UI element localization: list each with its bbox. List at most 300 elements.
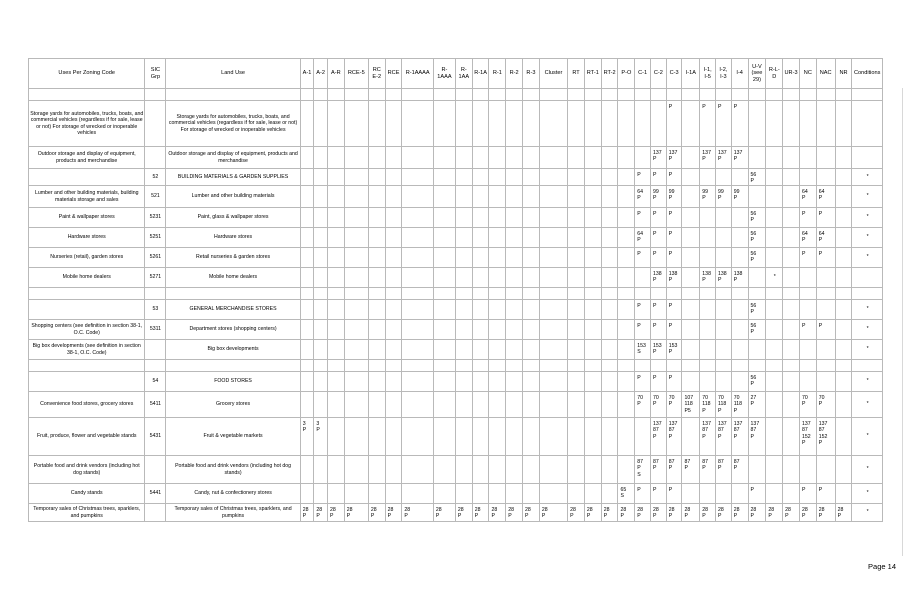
zone-cell-value: 28 bbox=[620, 507, 627, 513]
zone-cell bbox=[300, 248, 314, 268]
zone-cell bbox=[816, 340, 835, 360]
zone-cell bbox=[601, 186, 618, 208]
zone-cell bbox=[368, 169, 385, 186]
zone-cell-value: 56 bbox=[750, 303, 757, 309]
zone-cell bbox=[568, 392, 585, 418]
zone-cell bbox=[748, 169, 766, 186]
zone-cell bbox=[783, 504, 800, 522]
zone-cell-value: P bbox=[750, 513, 755, 520]
zone-cell bbox=[523, 504, 540, 522]
use-cell: Storage yards for automobiles, trucks, boats, and commercial vehicles (regardless if for sale, lease or not) For storage of wrecked or inoperable vehicles bbox=[29, 101, 145, 147]
zone-cell bbox=[327, 360, 344, 372]
use-cell: Paint & wallpaper stores bbox=[29, 208, 145, 228]
zone-cell-value: P bbox=[668, 172, 673, 178]
zone-cell bbox=[766, 248, 783, 268]
zone-cell bbox=[799, 228, 816, 248]
zone-cell-value: P bbox=[668, 465, 673, 472]
zone-cell-value: P bbox=[653, 211, 657, 217]
zone-cell bbox=[472, 418, 489, 456]
zone-cell bbox=[385, 456, 402, 484]
zone-cell bbox=[731, 300, 748, 320]
zone-cell-value: 70 bbox=[668, 395, 675, 401]
zone-cell bbox=[799, 248, 816, 268]
zone-cell bbox=[852, 248, 883, 268]
zone-cell bbox=[835, 340, 852, 360]
use-cell: Temporary sales of Christmas trees, sparklers, and pumpkins bbox=[29, 504, 145, 522]
zone-cell-value: P bbox=[733, 277, 738, 284]
zone-cell bbox=[766, 456, 783, 484]
zone-cell bbox=[682, 372, 700, 392]
zone-cell-value: 137 bbox=[668, 421, 678, 427]
zone-cell-value: * bbox=[866, 401, 869, 408]
use-cell bbox=[29, 288, 145, 300]
zone-cell-value: P bbox=[733, 513, 738, 520]
table-row bbox=[29, 320, 883, 340]
zone-cell bbox=[731, 392, 748, 418]
zone-cell bbox=[852, 208, 883, 228]
zone-cell bbox=[523, 228, 540, 248]
table-row bbox=[29, 288, 883, 300]
zone-cell bbox=[472, 392, 489, 418]
zone-cell bbox=[402, 418, 433, 456]
zone-cell-value: P bbox=[818, 211, 823, 217]
zone-cell-value: P bbox=[668, 231, 673, 237]
zone-cell-value: P bbox=[668, 195, 673, 202]
zone-cell bbox=[314, 392, 328, 418]
zone-cell bbox=[584, 248, 601, 268]
zone-cell bbox=[852, 169, 883, 186]
zone-cell bbox=[489, 418, 506, 456]
zone-cell-value: * bbox=[866, 509, 869, 516]
zone-cell bbox=[748, 360, 766, 372]
zone-cell-value: P bbox=[620, 513, 624, 520]
zone-cell bbox=[402, 89, 433, 101]
zone-cell-value: P bbox=[302, 513, 307, 520]
zone-cell bbox=[618, 89, 635, 101]
page-number: Page 14 bbox=[868, 562, 896, 571]
zone-cell-value: 28 bbox=[785, 507, 791, 513]
zone-cell bbox=[852, 101, 883, 147]
zone-cell bbox=[402, 169, 433, 186]
zone-cell bbox=[635, 418, 651, 456]
zone-cell bbox=[651, 169, 667, 186]
zone-cell bbox=[344, 288, 368, 300]
column-header: RCE bbox=[385, 59, 402, 89]
zone-cell bbox=[402, 268, 433, 288]
zone-cell-value: P bbox=[818, 439, 823, 446]
zone-cell bbox=[601, 340, 618, 360]
column-header: R-1 bbox=[489, 59, 506, 89]
zone-cell-value: P bbox=[603, 513, 608, 520]
zone-cell bbox=[748, 392, 766, 418]
zone-cell bbox=[300, 268, 314, 288]
zone-cell bbox=[635, 320, 651, 340]
zone-cell bbox=[635, 101, 651, 147]
zone-cell-value: P bbox=[653, 303, 657, 309]
zone-cell bbox=[618, 228, 635, 248]
zone-cell bbox=[666, 300, 682, 320]
zone-cell bbox=[455, 248, 472, 268]
zone-cell bbox=[506, 208, 523, 228]
zone-cell bbox=[783, 418, 800, 456]
zone-cell bbox=[314, 320, 328, 340]
zone-cell bbox=[455, 208, 472, 228]
zone-cell bbox=[539, 484, 567, 504]
zone-cell bbox=[385, 147, 402, 169]
zone-cell-value: P bbox=[668, 303, 673, 309]
zone-cell bbox=[455, 228, 472, 248]
zone-cell bbox=[506, 392, 523, 418]
zone-cell bbox=[682, 504, 700, 522]
zone-cell bbox=[506, 101, 523, 147]
column-header: U-V (see 29) bbox=[748, 59, 766, 89]
zone-cell bbox=[816, 456, 835, 484]
zone-cell bbox=[716, 248, 732, 268]
zone-cell bbox=[314, 456, 328, 484]
zone-cell bbox=[766, 360, 783, 372]
scrollbar-track[interactable] bbox=[902, 88, 903, 556]
zone-cell bbox=[682, 101, 700, 147]
zone-cell bbox=[344, 372, 368, 392]
zone-cell bbox=[327, 320, 344, 340]
zone-cell-value: P bbox=[457, 513, 462, 520]
zone-cell bbox=[472, 288, 489, 300]
zone-cell bbox=[489, 484, 506, 504]
zone-cell bbox=[716, 169, 732, 186]
zone-cell bbox=[314, 147, 328, 169]
zone-cell bbox=[327, 186, 344, 208]
zone-cell bbox=[489, 288, 506, 300]
zone-cell bbox=[766, 268, 783, 288]
zone-cell bbox=[433, 248, 455, 268]
zone-cell-value: 28 bbox=[702, 507, 709, 513]
zone-cell bbox=[748, 300, 766, 320]
zone-cell-value: 28 bbox=[404, 507, 411, 513]
zone-cell bbox=[489, 320, 506, 340]
zone-cell bbox=[368, 372, 385, 392]
zone-cell bbox=[635, 484, 651, 504]
zone-cell-value: P bbox=[785, 513, 789, 520]
zone-cell bbox=[314, 101, 328, 147]
zone-cell bbox=[783, 228, 800, 248]
zone-cell bbox=[666, 101, 682, 147]
sic-cell bbox=[145, 147, 166, 169]
zone-cell bbox=[716, 228, 732, 248]
zone-cell bbox=[835, 360, 852, 372]
zone-cell bbox=[716, 208, 732, 228]
use-cell: Big box developments (see definition in section 38-1, O.C. Code) bbox=[29, 340, 145, 360]
zone-cell bbox=[816, 268, 835, 288]
zone-cell bbox=[344, 169, 368, 186]
zone-cell bbox=[472, 89, 489, 101]
zone-cell bbox=[748, 288, 766, 300]
zone-cell bbox=[472, 228, 489, 248]
zone-cell bbox=[731, 288, 748, 300]
zone-cell bbox=[385, 504, 402, 522]
zone-cell bbox=[523, 372, 540, 392]
table-row bbox=[29, 248, 883, 268]
zone-cell bbox=[783, 248, 800, 268]
zone-cell bbox=[489, 392, 506, 418]
zone-cell bbox=[799, 360, 816, 372]
zone-cell bbox=[472, 248, 489, 268]
use-cell: Portable food and drink vendors (including hot dog stands) bbox=[29, 456, 145, 484]
zone-cell bbox=[816, 484, 835, 504]
zone-cell bbox=[314, 268, 328, 288]
zone-cell bbox=[601, 418, 618, 456]
zone-cell-value: 28 bbox=[508, 507, 515, 513]
zone-cell bbox=[568, 248, 585, 268]
zone-cell bbox=[455, 456, 472, 484]
zone-cell bbox=[314, 288, 328, 300]
zone-cell bbox=[584, 89, 601, 101]
zone-cell bbox=[799, 418, 816, 456]
zone-cell bbox=[327, 504, 344, 522]
zone-cell bbox=[385, 392, 402, 418]
zone-cell-value: P bbox=[702, 465, 706, 472]
zone-cell bbox=[455, 169, 472, 186]
column-header: P-O bbox=[618, 59, 635, 89]
zone-cell-value: P bbox=[718, 277, 722, 284]
zone-cell bbox=[455, 288, 472, 300]
zone-cell bbox=[651, 89, 667, 101]
sic-cell: 5261 bbox=[145, 248, 166, 268]
zone-cell bbox=[601, 372, 618, 392]
zone-cell bbox=[799, 392, 816, 418]
zone-cell bbox=[635, 504, 651, 522]
zone-cell bbox=[314, 360, 328, 372]
land-use-cell: Fruit & vegetable markets bbox=[166, 418, 300, 456]
zone-cell bbox=[344, 320, 368, 340]
zone-cell-value: 99 bbox=[718, 189, 724, 195]
zone-cell bbox=[651, 268, 667, 288]
zone-cell-value: 64 bbox=[818, 189, 825, 195]
zone-cell bbox=[385, 186, 402, 208]
zone-cell bbox=[716, 268, 732, 288]
zone-cell-value: P bbox=[637, 465, 641, 472]
zone-cell bbox=[300, 360, 314, 372]
zone-cell bbox=[816, 89, 835, 101]
zone-cell bbox=[385, 101, 402, 147]
zone-cell bbox=[314, 418, 328, 456]
zone-cell bbox=[506, 320, 523, 340]
zone-cell bbox=[300, 169, 314, 186]
land-use-cell: Mobile home dealers bbox=[166, 268, 300, 288]
zone-cell bbox=[666, 186, 682, 208]
zone-cell bbox=[716, 340, 732, 360]
zone-cell bbox=[651, 186, 667, 208]
zone-cell bbox=[635, 300, 651, 320]
zone-cell-value: 28 bbox=[668, 507, 675, 513]
zone-cell bbox=[852, 147, 883, 169]
zone-cell bbox=[300, 418, 314, 456]
zone-cell bbox=[344, 228, 368, 248]
zone-cell-value: * bbox=[866, 378, 869, 385]
zone-cell bbox=[618, 392, 635, 418]
zone-cell bbox=[455, 89, 472, 101]
zone-cell bbox=[402, 360, 433, 372]
zone-cell bbox=[539, 300, 567, 320]
zone-cell bbox=[682, 360, 700, 372]
zone-cell bbox=[368, 504, 385, 522]
zone-cell bbox=[455, 360, 472, 372]
zone-cell bbox=[783, 456, 800, 484]
zone-cell-value: P bbox=[653, 323, 657, 329]
zone-cell bbox=[748, 248, 766, 268]
zone-cell bbox=[816, 504, 835, 522]
zone-cell-value: P bbox=[346, 513, 351, 520]
zone-cell bbox=[635, 89, 651, 101]
zone-cell-value: 70 bbox=[637, 395, 644, 401]
table-row bbox=[29, 484, 883, 504]
zone-cell-value: P bbox=[818, 323, 823, 329]
column-header: A-2 bbox=[314, 59, 328, 89]
zone-cell-value: 3 bbox=[316, 421, 320, 427]
zone-cell bbox=[816, 147, 835, 169]
zone-cell-value: 87 bbox=[718, 459, 724, 465]
zone-cell-value: 65 bbox=[620, 487, 627, 493]
column-header: C-2 bbox=[651, 59, 667, 89]
zone-cell bbox=[327, 228, 344, 248]
zone-cell-value: 28 bbox=[801, 507, 808, 513]
use-cell: Lumber and other building materials, building materials storage and sales bbox=[29, 186, 145, 208]
column-header: RC E-2 bbox=[368, 59, 385, 89]
zone-cell bbox=[539, 340, 567, 360]
zone-cell bbox=[523, 89, 540, 101]
zone-cell-value: 99 bbox=[733, 189, 740, 195]
zone-cell bbox=[344, 147, 368, 169]
zone-cell bbox=[748, 147, 766, 169]
zone-cell bbox=[716, 456, 732, 484]
zone-cell-value: P bbox=[637, 211, 641, 217]
zone-cell bbox=[568, 147, 585, 169]
sic-cell bbox=[145, 89, 166, 101]
zone-cell bbox=[402, 300, 433, 320]
zone-cell bbox=[344, 340, 368, 360]
zone-cell bbox=[651, 288, 667, 300]
zone-cell-value: 87 bbox=[684, 459, 691, 465]
zone-cell bbox=[618, 248, 635, 268]
zone-cell bbox=[314, 208, 328, 228]
zone-cell bbox=[433, 147, 455, 169]
zone-cell bbox=[835, 268, 852, 288]
zone-cell-value: 28 bbox=[750, 507, 757, 513]
column-header: I-1A bbox=[682, 59, 700, 89]
zone-cell bbox=[700, 248, 716, 268]
zone-cell bbox=[433, 300, 455, 320]
zone-cell bbox=[731, 372, 748, 392]
use-cell bbox=[29, 169, 145, 186]
zone-cell bbox=[618, 208, 635, 228]
zone-cell bbox=[455, 392, 472, 418]
zone-cell bbox=[472, 360, 489, 372]
zone-cell bbox=[402, 320, 433, 340]
table-row bbox=[29, 372, 883, 392]
zone-cell bbox=[385, 418, 402, 456]
zone-cell bbox=[472, 186, 489, 208]
zone-cell-value: P bbox=[733, 104, 738, 110]
zone-cell-value: * bbox=[866, 193, 869, 200]
zone-cell-value: P bbox=[637, 251, 641, 257]
zone-cell-value: 118 bbox=[684, 401, 693, 408]
zone-cell bbox=[748, 208, 766, 228]
sic-cell bbox=[145, 101, 166, 147]
zone-cell-value: 87 bbox=[750, 427, 757, 434]
zone-cell bbox=[651, 101, 667, 147]
zone-cell bbox=[539, 320, 567, 340]
zone-cell bbox=[835, 418, 852, 456]
zone-cell-value: 28 bbox=[541, 507, 548, 513]
zone-cell-value: P bbox=[637, 375, 641, 381]
zone-cell bbox=[433, 372, 455, 392]
zone-cell-value: P bbox=[733, 465, 738, 472]
zone-cell-value: 70 bbox=[702, 395, 709, 401]
zone-cell-value: P bbox=[733, 407, 738, 414]
zone-cell-value: P bbox=[801, 323, 806, 329]
zone-cell-value: P bbox=[801, 237, 806, 244]
zone-cell bbox=[472, 169, 489, 186]
zone-cell-value: P bbox=[637, 323, 641, 329]
zone-cell bbox=[327, 248, 344, 268]
table-row bbox=[29, 228, 883, 248]
zone-cell bbox=[635, 228, 651, 248]
zone-cell bbox=[816, 101, 835, 147]
zone-cell-value: * bbox=[866, 326, 869, 333]
zone-cell bbox=[472, 300, 489, 320]
zone-cell bbox=[385, 228, 402, 248]
zone-cell bbox=[327, 147, 344, 169]
zone-cell bbox=[472, 340, 489, 360]
zone-cell bbox=[852, 186, 883, 208]
zone-cell bbox=[731, 320, 748, 340]
zone-cell bbox=[666, 288, 682, 300]
column-header: R-L-D bbox=[766, 59, 783, 89]
zone-cell bbox=[402, 456, 433, 484]
table-row bbox=[29, 360, 883, 372]
zone-cell bbox=[584, 186, 601, 208]
zone-cell bbox=[748, 504, 766, 522]
zone-cell-value: 99 bbox=[653, 189, 659, 195]
zone-cell-value: 28 bbox=[370, 507, 377, 513]
zone-cell-value: 64 bbox=[801, 231, 808, 237]
sic-cell: 5441 bbox=[145, 484, 166, 504]
zone-cell bbox=[584, 418, 601, 456]
zone-cell bbox=[618, 418, 635, 456]
zone-cell bbox=[748, 89, 766, 101]
zone-cell bbox=[766, 186, 783, 208]
zone-cell bbox=[455, 101, 472, 147]
zone-cell bbox=[314, 484, 328, 504]
zone-cell bbox=[433, 208, 455, 228]
sic-cell: 53 bbox=[145, 300, 166, 320]
zone-cell-value: 28 bbox=[818, 507, 825, 513]
zone-cell-value: P bbox=[570, 513, 574, 520]
zone-cell bbox=[748, 268, 766, 288]
zone-cell-value: P bbox=[702, 104, 706, 110]
zone-cell bbox=[835, 372, 852, 392]
zone-cell bbox=[635, 147, 651, 169]
table-row bbox=[29, 456, 883, 484]
zone-cell bbox=[635, 186, 651, 208]
zone-cell-value: S bbox=[637, 471, 641, 478]
zone-cell-value: 138 bbox=[718, 271, 727, 277]
zone-cell bbox=[523, 392, 540, 418]
zone-cell-value: 70 bbox=[801, 395, 808, 401]
zone-cell bbox=[618, 360, 635, 372]
zone-cell-value: P bbox=[370, 513, 375, 520]
zone-cell-value: P bbox=[750, 257, 755, 264]
land-use-cell: BUILDING MATERIALS & GARDEN SUPPLIES bbox=[166, 169, 300, 186]
